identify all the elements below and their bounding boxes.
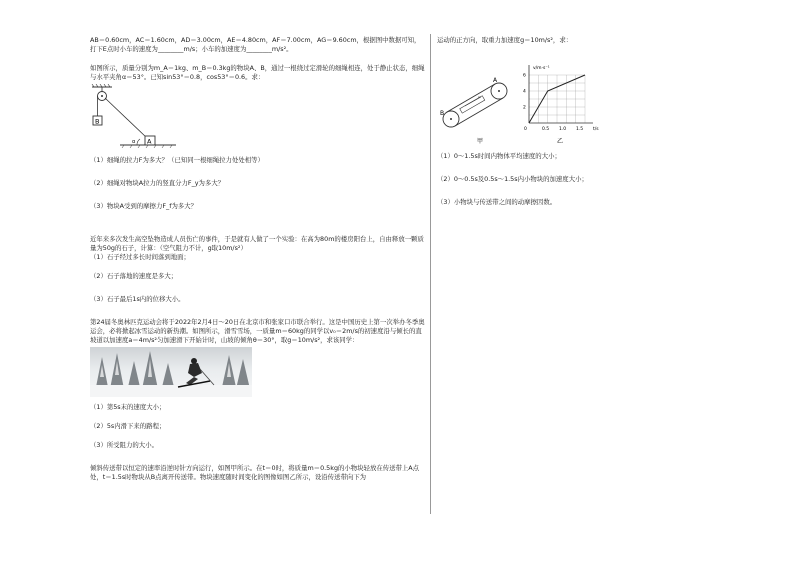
right-column	[437, 36, 657, 207]
problem-3-q2: （2）石子落地的速度是多大；	[90, 272, 178, 280]
conveyor-figure	[437, 51, 607, 146]
y-tick-4: 4	[523, 89, 526, 95]
problem-5-q2: （2）0～0.5s及0.5s～1.5s内小物块的加速度大小；	[437, 175, 588, 183]
pulley-figure	[90, 84, 180, 150]
problem-2-q2: （2）细绳对物块A拉力的竖直分力F_y为多大？	[90, 179, 225, 187]
caption-jia: 甲	[477, 138, 484, 145]
problem-5-q1: （1）0～1.5s时间内物体平均速度的大小；	[437, 152, 561, 160]
vt-graph	[523, 65, 599, 132]
problem-1-text: AB＝0.60cm，AC＝1.60cm，AD＝3.00cm，AE＝4.80cm，AF＝7.00cm，AG＝9.60cm，根据图中数据可知，打下E点时小车的速度为________m/s；小车的加速度为________m/s²。	[90, 36, 421, 53]
problem-5-q3: （3）小物块与传送带之间的动摩擦因数。	[437, 198, 557, 206]
problem-4-q1: （1）第5s末的速度大小；	[90, 403, 166, 411]
skier-figure	[178, 358, 214, 387]
axis-label-v: v/m·s⁻¹	[533, 66, 550, 71]
label-alpha: α	[132, 139, 136, 145]
x-tick-0-5: 0.5	[542, 127, 550, 132]
y-tick-6: 6	[523, 73, 526, 79]
conveyor-diagram	[437, 51, 607, 146]
problem-2-q3: （3）物块A受到的摩擦力F_f为多大？	[90, 202, 198, 210]
problem-5-continued: 运动的正方向，取重力加速度g＝10m/s²，求：	[437, 36, 573, 44]
axis-label-t: t/s	[593, 127, 599, 132]
conveyor-belt	[443, 83, 507, 127]
problem-4-intro: 第24届冬奥林匹克运动会将于2022年2月4日～20日在北京市和张家口市联合举行。这是中国历史上第一次举办冬季奥运会，必将掀起冰雪运动的新热潮。如图所示，滑雪雪场，一质量m＝60kg的同学以v₀＝2m/s的初速度沿与倾长的直坡道以加速度a＝4m/s²匀加速滑下开始计时，山坡的倾角θ＝30°，取g＝10m/s²，求该同学：	[90, 318, 425, 344]
belt-label-b: B	[440, 110, 445, 117]
skier-photo	[90, 347, 252, 397]
problem-5-intro: 倾斜传送带以恒定的速率沿逆时针方向运行，如图甲所示。在t＝0时，将质量m＝0.5kg的小物块轻放在传送带上A点处，t＝1.5s时物块从B点离开传送带。物块速度随时间变化的图像如图乙所示，设沿传送带向下为	[90, 464, 420, 481]
belt-label-a: A	[493, 77, 498, 84]
problem-2-intro: 如图所示，质量分别为m_A＝1kg、m_B＝0.3kg的物块A、B，通过一根绕过定滑轮的细绳相连，处于静止状态，细绳与水平夹角α＝53°。已知sin53°＝0.8，cos53°＝0.6。求：	[90, 64, 425, 81]
problem-3-q3: （3）石子最后1s内的位移大小。	[90, 295, 185, 303]
x-tick-1-0: 1.0	[559, 127, 567, 132]
problem-4-q3: （3）所受阻力的大小。	[90, 441, 158, 449]
x-tick-1-5: 1.5	[576, 127, 584, 132]
problem-3-q1: （1）石子经过多长时间落到地面；	[90, 253, 190, 261]
pulley-diagram	[90, 84, 180, 150]
label-a: A	[147, 137, 152, 146]
problem-4-q2: （2）5s内滑下来的路程；	[90, 422, 166, 430]
problem-2-q1: （1）细绳的拉力F为多大？（已知同一根细绳拉力处处相等）	[90, 156, 264, 164]
label-b: B	[95, 117, 100, 126]
column-divider	[430, 34, 431, 514]
caption-yi: 乙	[557, 138, 564, 145]
skier-illustration	[90, 347, 252, 397]
problem-3-intro: 近年来多次发生高空坠物造成人员伤亡的事件，于是就有人做了一个实验：在高为80m的楼房阳台上，自由释放一颗质量为50g的石子，计算：（空气阻力不计，g取10m/s²）	[90, 235, 424, 252]
left-column	[90, 36, 426, 482]
x-tick-0: 0	[524, 127, 527, 132]
y-tick-2: 2	[523, 105, 526, 111]
